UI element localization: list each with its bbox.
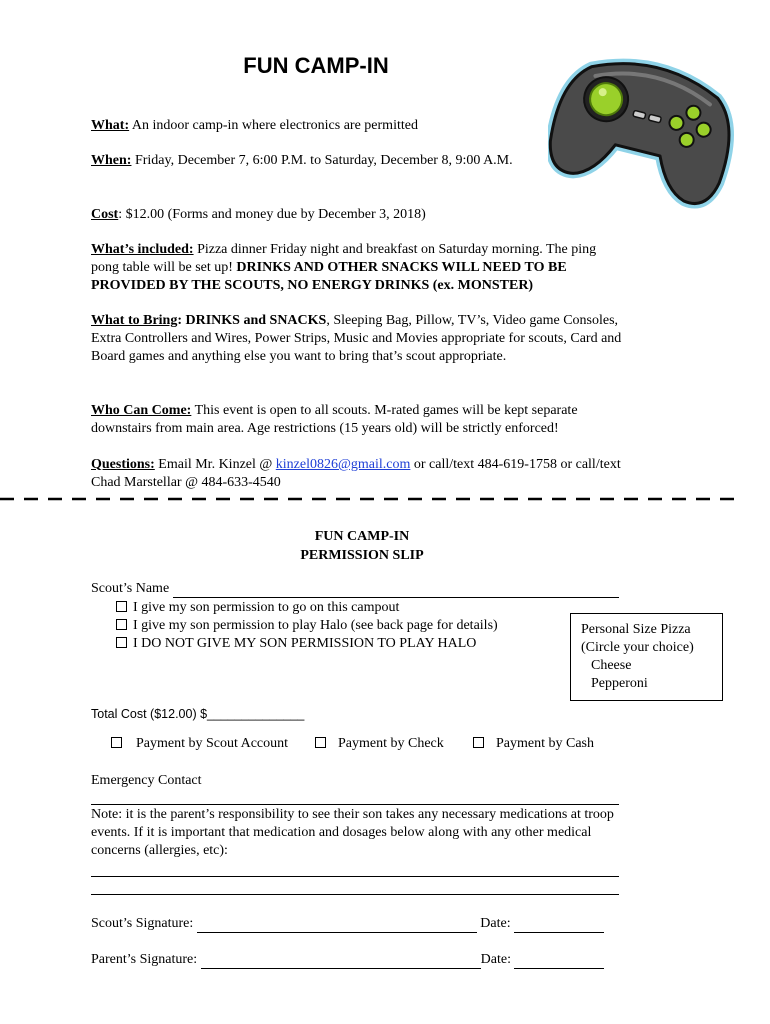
bring-text: , Sleeping Bag, Pillow, TV’s, Video game Consoles, Extra Controllers and Wires, Power Strips, Music and Movies appropriate for scouts, Card and Board games and anything else you want to bring that’s scout appropriate. [91, 313, 622, 364]
checkbox-icon[interactable] [116, 601, 127, 612]
questions-paragraph [91, 456, 621, 492]
scout-name-field[interactable] [173, 583, 619, 598]
permission-option-2-label: I give my son permission to play Halo (see back page for details) [133, 618, 498, 633]
payment-check[interactable] [315, 735, 444, 753]
included-paragraph [91, 241, 623, 295]
permission-option-2[interactable] [116, 617, 498, 635]
email-link[interactable]: kinzel0826@gmail.com [275, 457, 411, 472]
included-text: Pizza dinner Friday night and breakfast on Saturday morning. The ping pong table will be set up! [91, 242, 597, 275]
permission-option-3-label: I DO NOT GIVE MY SON PERMISSION TO PLAY HALO [133, 636, 477, 651]
cost-paragraph [91, 206, 627, 224]
who-label: Who Can Come: [91, 403, 192, 418]
medication-note: Note: it is the parent’s responsibility to see their son takes any necessary medications at troop events. If it is important that medication and dosages below along with any other medical concerns (allergies, etc): [91, 807, 614, 858]
parent-signature-row [91, 951, 604, 969]
payment-check-label: Payment by Check [338, 736, 444, 751]
checkbox-icon[interactable] [116, 637, 127, 648]
parent-signature-field[interactable] [201, 954, 481, 969]
checkbox-icon[interactable] [473, 737, 484, 748]
included-label: What’s included: [91, 242, 194, 257]
checkbox-icon[interactable] [111, 737, 122, 748]
total-cost-row [91, 705, 304, 723]
bring-label: What to Bring [91, 313, 178, 328]
scout-name-label: Scout’s Name [91, 581, 173, 596]
permission-option-1-label: I give my son permission to go on this campout [133, 600, 400, 615]
who-text: This event is open to all scouts. M-rated games will be kept separate downstairs from main area. Age restrictions (15 years old) will be strictly enforced! [91, 403, 578, 436]
questions-text-2: or call/text 484-619-1758 or call/text Chad Marstellar @ 484-633-4540 [91, 457, 621, 490]
payment-cash[interactable] [473, 735, 594, 753]
emergency-contact-field[interactable] [91, 804, 619, 805]
payment-cash-label: Payment by Cash [496, 736, 594, 751]
parent-date-label: Date: [480, 952, 515, 967]
medication-field-line-1[interactable] [91, 876, 619, 877]
scout-signature-label: Scout’s Signature: [91, 916, 197, 931]
scout-signature-row [91, 915, 604, 933]
when-paragraph [91, 152, 523, 170]
payment-scout-account[interactable] [111, 735, 288, 753]
scout-name-row [91, 580, 619, 598]
cut-line-divider [0, 494, 738, 504]
scout-date-field[interactable] [514, 918, 604, 933]
pizza-line-1: Personal Size Pizza [581, 622, 691, 637]
bring-paragraph [91, 312, 625, 366]
who-paragraph [91, 402, 621, 438]
permission-option-3[interactable] [116, 635, 476, 653]
slip-title-line-2: PERMISSION SLIP [300, 548, 424, 563]
pizza-choice-box [570, 613, 723, 701]
when-text: Friday, December 7, 6:00 P.M. to Saturday, December 8, 9:00 A.M. [131, 153, 513, 168]
total-cost-label: Total Cost ($12.00) $ [91, 707, 208, 721]
scout-date-label: Date: [480, 916, 515, 931]
permission-option-1[interactable] [116, 599, 399, 617]
slip-title [0, 527, 724, 565]
checkbox-icon[interactable] [116, 619, 127, 630]
when-label: When: [91, 153, 132, 168]
what-paragraph [91, 117, 627, 135]
what-text: An indoor camp-in where electronics are permitted [129, 118, 418, 133]
slip-title-line-1: FUN CAMP-IN [314, 529, 410, 544]
emergency-contact-label: Emergency Contact [91, 773, 202, 788]
bring-bold-text: : DRINKS and SNACKS [177, 313, 327, 328]
questions-text-1: Email Mr. Kinzel @ [154, 457, 276, 472]
what-label: What: [91, 118, 130, 133]
cost-text: : $12.00 (Forms and money due by December 3, 2018) [118, 207, 426, 222]
included-bold-text: DRINKS AND OTHER SNACKS WILL NEED TO BE PROVIDED BY THE SCOUTS, NO ENERGY DRINKS (ex. MONSTER) [91, 260, 567, 293]
page-title: FUN CAMP-IN [243, 53, 389, 78]
medication-field-line-2[interactable] [91, 894, 619, 895]
scout-signature-field[interactable] [197, 918, 477, 933]
payment-scout-account-label: Payment by Scout Account [136, 736, 289, 751]
questions-label: Questions: [91, 457, 155, 472]
checkbox-icon[interactable] [315, 737, 326, 748]
pizza-choice-cheese[interactable]: Cheese [591, 658, 632, 673]
cost-label: Cost [91, 207, 119, 222]
pizza-line-2: (Circle your choice) [581, 640, 694, 655]
pizza-choice-pepperoni[interactable]: Pepperoni [591, 676, 648, 691]
parent-date-field[interactable] [514, 954, 604, 969]
total-cost-field[interactable]: ______________ [207, 707, 305, 721]
parent-signature-label: Parent’s Signature: [91, 952, 201, 967]
